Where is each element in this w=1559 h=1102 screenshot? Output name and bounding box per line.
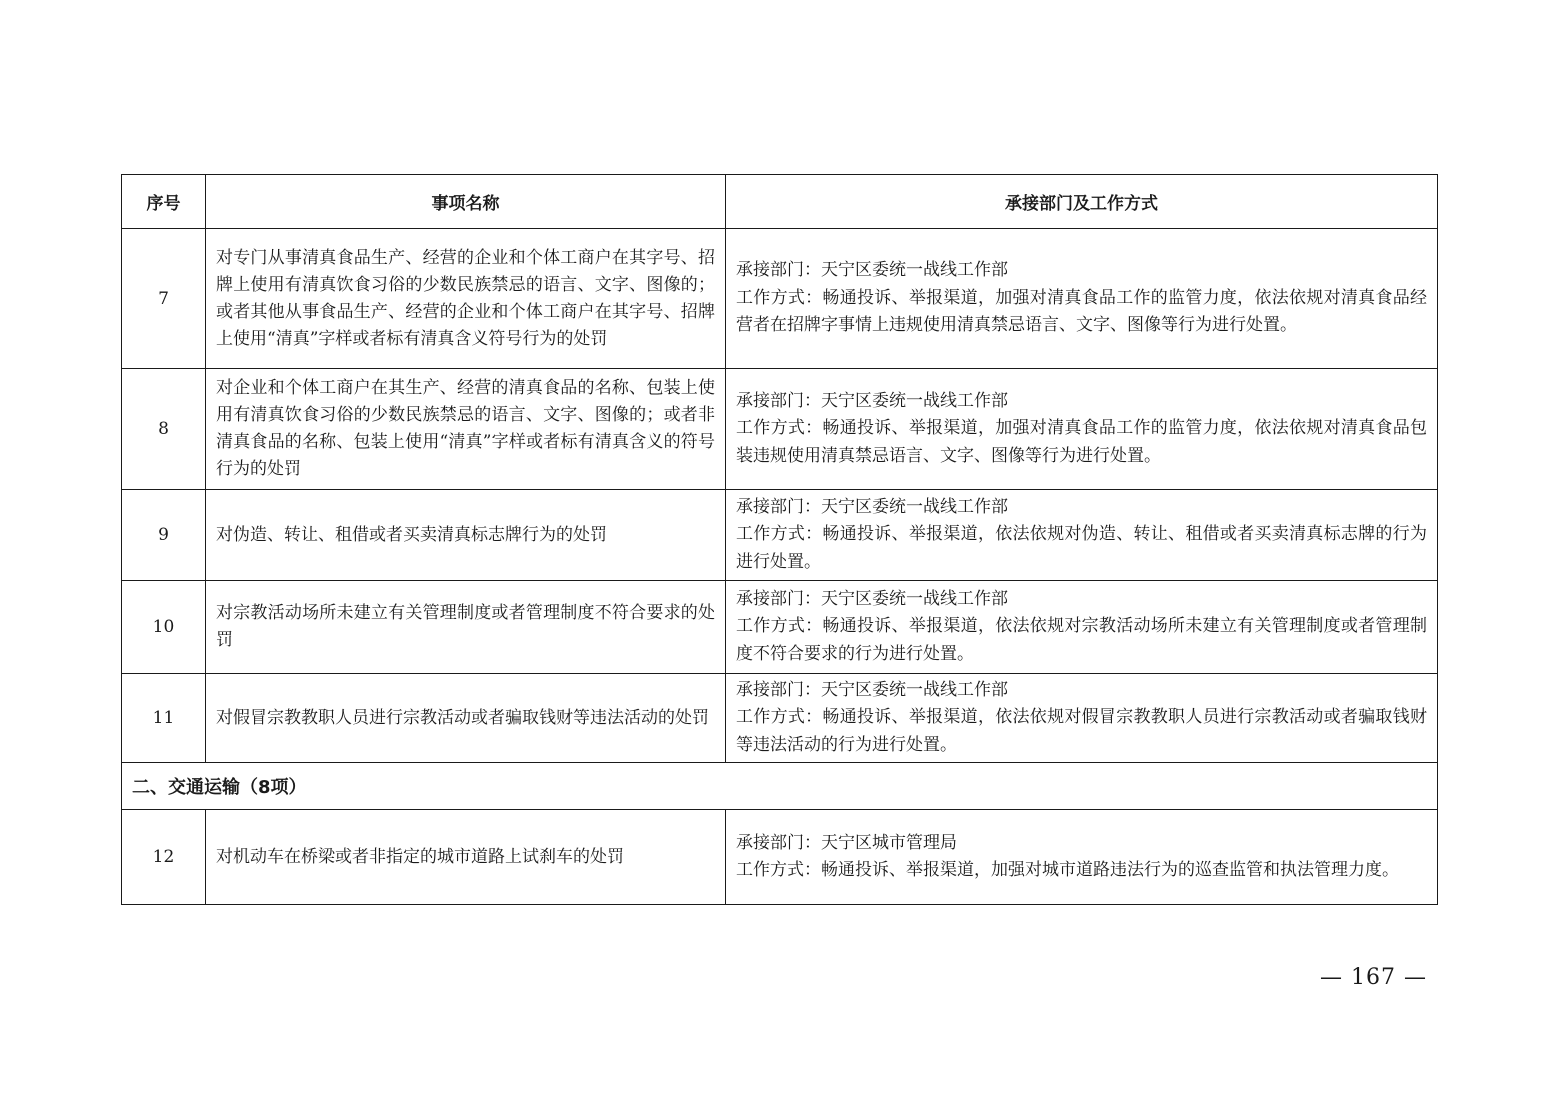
row-number: 7 [122, 229, 206, 369]
item-name: 对专门从事清真食品生产、经营的企业和个体工商户在其字号、招牌上使用有清真饮食习俗的少数民族禁忌的语言、文字、图像的；或者其他从事食品生产、经营的企业和个体工商户在其字号、招牌上使用“清真”字样或者标有清真含义符号行为的处罚 [206, 229, 726, 369]
item-name: 对伪造、转让、租借或者买卖清真标志牌行为的处罚 [206, 490, 726, 581]
dept-method-cell [726, 229, 1438, 369]
dept-method-cell [726, 490, 1438, 581]
item-name: 对假冒宗教教职人员进行宗教活动或者骗取钱财等违法活动的处罚 [206, 674, 726, 763]
method-line: 工作方式：畅通投诉、举报渠道，加强对清真食品工作的监管力度，依法依规对清真食品经营者在招牌字事情上违规使用清真禁忌语言、文字、图像等行为进行处置。 [736, 287, 1427, 336]
row-number: 12 [122, 810, 206, 905]
header-name: 事项名称 [206, 175, 726, 229]
table-row [122, 810, 1438, 905]
header-no: 序号 [122, 175, 206, 229]
row-number: 11 [122, 674, 206, 763]
dept-method-cell [726, 369, 1438, 490]
method-line: 工作方式：畅通投诉、举报渠道，依法依规对宗教活动场所未建立有关管理制度或者管理制度不符合要求的行为进行处置。 [736, 616, 1427, 664]
dept-line: 承接部门：天宁区委统一战线工作部 [736, 260, 1008, 281]
dept-line: 承接部门：天宁区委统一战线工作部 [736, 679, 1008, 700]
items-table [121, 174, 1438, 905]
table-row [122, 674, 1438, 763]
item-name: 对宗教活动场所未建立有关管理制度或者管理制度不符合要求的处罚 [206, 581, 726, 674]
dept-method-cell [726, 810, 1438, 905]
item-name: 对企业和个体工商户在其生产、经营的清真食品的名称、包装上使用有清真饮食习俗的少数民族禁忌的语言、文字、图像的；或者非清真食品的名称、包装上使用“清真”字样或者标有清真含义的符号行为的处罚 [206, 369, 726, 490]
dept-line: 承接部门：天宁区城市管理局 [736, 832, 957, 853]
method-line: 工作方式：畅通投诉、举报渠道，依法依规对假冒宗教教职人员进行宗教活动或者骗取钱财等违法活动的行为进行处置。 [736, 707, 1427, 755]
dept-method-cell [726, 581, 1438, 674]
section-title: 二、交通运输（8项） [122, 763, 1438, 810]
row-number: 9 [122, 490, 206, 581]
row-number: 8 [122, 369, 206, 490]
table-row [122, 369, 1438, 490]
row-number: 10 [122, 581, 206, 674]
item-name: 对机动车在桥梁或者非指定的城市道路上试刹车的处罚 [206, 810, 726, 905]
method-line: 工作方式：畅通投诉、举报渠道，加强对清真食品工作的监管力度，依法依规对清真食品包装违规使用清真禁忌语言、文字、图像等行为进行处置。 [736, 418, 1427, 466]
dept-line: 承接部门：天宁区委统一战线工作部 [736, 496, 1008, 517]
header-dept: 承接部门及工作方式 [726, 175, 1438, 229]
method-line: 工作方式：畅通投诉、举报渠道，加强对城市道路违法行为的巡查监管和执法管理力度。 [736, 860, 1399, 880]
dept-line: 承接部门：天宁区委统一战线工作部 [736, 588, 1008, 609]
table-header-row [122, 175, 1438, 229]
dept-line: 承接部门：天宁区委统一战线工作部 [736, 390, 1008, 411]
table-row [122, 490, 1438, 581]
section-row [122, 763, 1438, 810]
table-row [122, 581, 1438, 674]
method-line: 工作方式：畅通投诉、举报渠道，依法依规对伪造、转让、租借或者买卖清真标志牌的行为进行处置。 [736, 524, 1427, 572]
dept-method-cell [726, 674, 1438, 763]
page-number: — 167 — [1320, 965, 1427, 990]
table-row [122, 229, 1438, 369]
